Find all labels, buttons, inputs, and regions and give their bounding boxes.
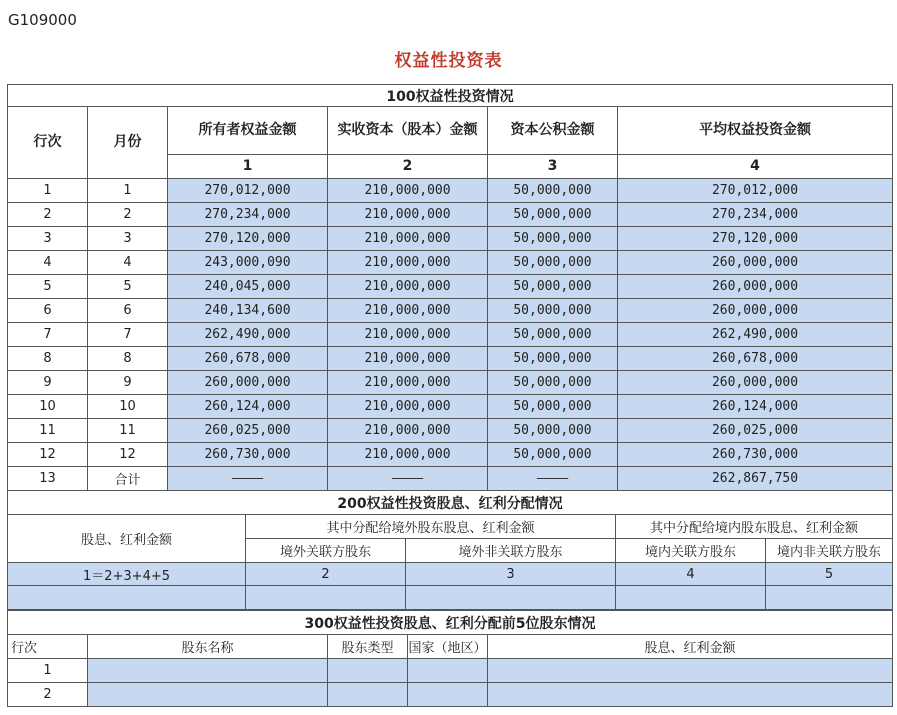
table-row <box>8 467 893 491</box>
avg-equity-cell[interactable]: 260,000,000 <box>618 371 893 395</box>
owner-equity-cell[interactable]: 270,012,000 <box>168 179 328 203</box>
header-shareholder-type: 股东类型 <box>328 635 408 659</box>
top-shareholders-table <box>7 610 893 707</box>
dividend-input-cell[interactable] <box>406 586 616 610</box>
col-number: 1 <box>168 155 328 179</box>
table-row <box>8 251 893 275</box>
dividend-input-cell[interactable] <box>246 586 406 610</box>
dividend-distribution-table <box>7 490 893 610</box>
domestic-group-header: 其中分配给境内股东股息、红利金额 <box>616 515 893 539</box>
row-number-cell: 3 <box>8 227 88 251</box>
shareholder-type-cell[interactable] <box>328 683 408 707</box>
row-number-cell: 8 <box>8 347 88 371</box>
paid-in-capital-cell[interactable]: 210,000,000 <box>328 419 488 443</box>
owner-equity-cell[interactable]: 262,490,000 <box>168 323 328 347</box>
capital-reserve-cell[interactable]: 50,000,000 <box>488 251 618 275</box>
avg-equity-cell[interactable]: 262,867,750 <box>618 467 893 491</box>
table-row <box>8 371 893 395</box>
avg-equity-cell[interactable]: 260,000,000 <box>618 299 893 323</box>
shareholder-name-cell[interactable] <box>88 659 328 683</box>
owner-equity-cell[interactable]: 270,120,000 <box>168 227 328 251</box>
domestic-unrelated-header: 境内非关联方股东 <box>766 539 893 563</box>
col-number: 4 <box>616 563 766 586</box>
dividend-input-cell[interactable] <box>616 586 766 610</box>
equity-investment-table <box>7 84 893 491</box>
row-number-cell: 11 <box>8 419 88 443</box>
col-number: 2 <box>328 155 488 179</box>
paid-in-capital-cell[interactable]: 210,000,000 <box>328 251 488 275</box>
table-row <box>8 683 893 707</box>
col-number: 3 <box>406 563 616 586</box>
owner-equity-cell[interactable]: 260,025,000 <box>168 419 328 443</box>
paid-in-capital-cell[interactable]: 210,000,000 <box>328 275 488 299</box>
owner-equity-cell[interactable]: 260,000,000 <box>168 371 328 395</box>
dividend-input-cell[interactable] <box>8 586 246 610</box>
paid-in-capital-cell[interactable]: 210,000,000 <box>328 203 488 227</box>
row-number-cell: 4 <box>8 251 88 275</box>
capital-reserve-cell[interactable]: 50,000,000 <box>488 347 618 371</box>
col-number: 3 <box>488 155 618 179</box>
avg-equity-cell[interactable]: 260,000,000 <box>618 251 893 275</box>
header-month: 月份 <box>88 107 168 179</box>
row-number-cell: 13 <box>8 467 88 491</box>
header-row-no: 行次 <box>8 635 88 659</box>
dividend-input-cell[interactable] <box>766 586 893 610</box>
header-country: 国家（地区） <box>408 635 488 659</box>
header-capital-reserve: 资本公积金额 <box>488 107 618 155</box>
capital-reserve-cell[interactable]: 50,000,000 <box>488 443 618 467</box>
month-cell: 12 <box>88 443 168 467</box>
table-row <box>8 419 893 443</box>
month-cell: 4 <box>88 251 168 275</box>
paid-in-capital-cell[interactable]: 210,000,000 <box>328 323 488 347</box>
overseas-unrelated-header: 境外非关联方股东 <box>406 539 616 563</box>
table-row <box>8 227 893 251</box>
month-cell: 2 <box>88 203 168 227</box>
month-cell: 10 <box>88 395 168 419</box>
owner-equity-cell[interactable]: 243,000,090 <box>168 251 328 275</box>
owner-equity-cell[interactable]: 240,134,600 <box>168 299 328 323</box>
row-number-cell: 10 <box>8 395 88 419</box>
header-dividend-amount: 股息、红利金额 <box>488 635 893 659</box>
month-cell: 5 <box>88 275 168 299</box>
col-number: 2 <box>246 563 406 586</box>
row-number-cell: 12 <box>8 443 88 467</box>
avg-equity-cell[interactable]: 260,000,000 <box>618 275 893 299</box>
header-paid-in-capital: 实收资本（股本）金额 <box>328 107 488 155</box>
month-cell: 合计 <box>88 467 168 491</box>
table-row <box>8 347 893 371</box>
overseas-group-header: 其中分配给境外股东股息、红利金额 <box>246 515 616 539</box>
dividend-amount-cell[interactable] <box>488 659 893 683</box>
row-number-cell: 6 <box>8 299 88 323</box>
col-number: 1＝2+3+4+5 <box>8 563 246 586</box>
capital-reserve-cell[interactable]: 50,000,000 <box>488 419 618 443</box>
capital-reserve-cell[interactable]: 50,000,000 <box>488 275 618 299</box>
col-number: 5 <box>766 563 893 586</box>
month-cell: 6 <box>88 299 168 323</box>
month-cell: 9 <box>88 371 168 395</box>
shareholder-type-cell[interactable] <box>328 659 408 683</box>
row-number-cell: 7 <box>8 323 88 347</box>
table-row <box>8 443 893 467</box>
table-row <box>8 659 893 683</box>
capital-reserve-cell[interactable]: ———— <box>488 467 618 491</box>
paid-in-capital-cell[interactable]: 210,000,000 <box>328 443 488 467</box>
avg-equity-cell[interactable]: 270,120,000 <box>618 227 893 251</box>
month-cell: 8 <box>88 347 168 371</box>
avg-equity-cell[interactable]: 262,490,000 <box>618 323 893 347</box>
section1-title: 100权益性投资情况 <box>8 85 893 107</box>
domestic-related-header: 境内关联方股东 <box>616 539 766 563</box>
section2-title: 200权益性投资股息、红利分配情况 <box>8 491 893 515</box>
table-row <box>8 203 893 227</box>
capital-reserve-cell[interactable]: 50,000,000 <box>488 395 618 419</box>
table-row <box>8 323 893 347</box>
col-number: 4 <box>618 155 893 179</box>
capital-reserve-cell[interactable]: 50,000,000 <box>488 371 618 395</box>
avg-equity-cell[interactable]: 270,012,000 <box>618 179 893 203</box>
avg-equity-cell[interactable]: 260,730,000 <box>618 443 893 467</box>
owner-equity-cell[interactable]: ———— <box>168 467 328 491</box>
row-number-cell: 2 <box>8 203 88 227</box>
table-row <box>8 275 893 299</box>
owner-equity-cell[interactable]: 260,124,000 <box>168 395 328 419</box>
capital-reserve-cell[interactable]: 50,000,000 <box>488 227 618 251</box>
row-number-cell: 1 <box>8 659 88 683</box>
row-number-cell: 2 <box>8 683 88 707</box>
header-row-no: 行次 <box>8 107 88 179</box>
dividend-amount-header: 股息、红利金额 <box>8 515 246 563</box>
paid-in-capital-cell[interactable]: 210,000,000 <box>328 179 488 203</box>
header-owner-equity: 所有者权益金额 <box>168 107 328 155</box>
form-code: G109000 <box>8 11 77 29</box>
owner-equity-cell[interactable]: 260,678,000 <box>168 347 328 371</box>
paid-in-capital-cell[interactable]: 210,000,000 <box>328 299 488 323</box>
month-cell: 3 <box>88 227 168 251</box>
avg-equity-cell[interactable]: 260,124,000 <box>618 395 893 419</box>
row-number-cell: 1 <box>8 179 88 203</box>
header-avg-equity: 平均权益投资金额 <box>618 107 893 155</box>
month-cell: 1 <box>88 179 168 203</box>
table-row <box>8 299 893 323</box>
paid-in-capital-cell[interactable]: 210,000,000 <box>328 371 488 395</box>
owner-equity-cell[interactable]: 240,045,000 <box>168 275 328 299</box>
country-cell[interactable] <box>408 659 488 683</box>
paid-in-capital-cell[interactable]: 210,000,000 <box>328 227 488 251</box>
capital-reserve-cell[interactable]: 50,000,000 <box>488 299 618 323</box>
shareholder-name-cell[interactable] <box>88 683 328 707</box>
country-cell[interactable] <box>408 683 488 707</box>
capital-reserve-cell[interactable]: 50,000,000 <box>488 203 618 227</box>
capital-reserve-cell[interactable]: 50,000,000 <box>488 323 618 347</box>
owner-equity-cell[interactable]: 260,730,000 <box>168 443 328 467</box>
page-title: 权益性投资表 <box>394 51 503 71</box>
avg-equity-cell[interactable]: 260,678,000 <box>618 347 893 371</box>
paid-in-capital-cell[interactable]: ———— <box>328 467 488 491</box>
owner-equity-cell[interactable]: 270,234,000 <box>168 203 328 227</box>
header-shareholder-name: 股东名称 <box>88 635 328 659</box>
row-number-cell: 9 <box>8 371 88 395</box>
row-number-cell: 5 <box>8 275 88 299</box>
table-row <box>8 179 893 203</box>
table-row <box>8 395 893 419</box>
month-cell: 7 <box>88 323 168 347</box>
dividend-amount-cell[interactable] <box>488 683 893 707</box>
section3-title: 300权益性投资股息、红利分配前5位股东情况 <box>8 611 893 635</box>
capital-reserve-cell[interactable]: 50,000,000 <box>488 179 618 203</box>
paid-in-capital-cell[interactable]: 210,000,000 <box>328 347 488 371</box>
month-cell: 11 <box>88 419 168 443</box>
paid-in-capital-cell[interactable]: 210,000,000 <box>328 395 488 419</box>
avg-equity-cell[interactable]: 270,234,000 <box>618 203 893 227</box>
overseas-related-header: 境外关联方股东 <box>246 539 406 563</box>
avg-equity-cell[interactable]: 260,025,000 <box>618 419 893 443</box>
